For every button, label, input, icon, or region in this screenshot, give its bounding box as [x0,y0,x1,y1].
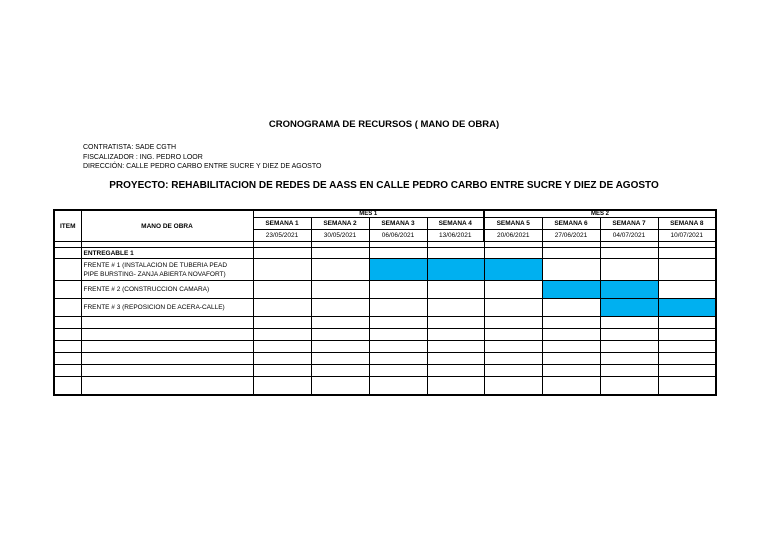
scheduled-cell [484,259,542,281]
item-header: ITEM [54,210,81,242]
week-cell [253,248,311,259]
week-cell [484,377,542,395]
contract-info [83,143,321,172]
week-cell [484,281,542,299]
week-cell [253,329,311,341]
week-cell [369,281,427,299]
week-cell [542,259,600,281]
week-cell [427,365,484,377]
week-cell [600,259,658,281]
week-cell [542,341,600,353]
week-cell [311,341,369,353]
contractor-line: CONTRATISTA: SADE CGTH [83,144,177,151]
week-cell [542,329,600,341]
month-header-row [54,210,716,218]
week-cell [600,353,658,365]
table-row [54,365,716,377]
scheduled-cell [369,259,427,281]
schedule-table [53,209,717,396]
week-cell [427,353,484,365]
scheduled-cell [600,299,658,317]
frente-2-label: FRENTE # 2 (CONSTRUCCION CAMARA) [81,281,253,299]
week-header: SEMANA 5 [484,218,542,230]
week-cell [311,317,369,329]
week-cell [253,365,311,377]
week-cell [542,317,600,329]
week-header: SEMANA 7 [600,218,658,230]
item-cell [54,248,81,259]
week-cell [542,299,600,317]
week-cell [427,281,484,299]
labor-cell [81,329,253,341]
week-cell [427,248,484,259]
frente-1-label [81,259,253,281]
table-row [54,281,716,299]
labor-cell [81,353,253,365]
page-title: CRONOGRAMA DE RECURSOS ( MANO DE OBRA) [268,119,500,130]
week-cell [369,377,427,395]
week-cell [253,259,311,281]
item-cell [54,299,81,317]
week-cell [427,317,484,329]
week-cell [542,365,600,377]
table-row [54,377,716,395]
week-cell [484,299,542,317]
week-header: SEMANA 4 [427,218,484,230]
table-row [54,299,716,317]
week-cell [253,281,311,299]
scheduled-cell [600,281,658,299]
item-cell [54,353,81,365]
week-cell [253,299,311,317]
week-header: SEMANA 8 [658,218,716,230]
week-cell [253,341,311,353]
week-cell [600,341,658,353]
week-date: 27/06/2021 [542,230,600,242]
week-cell [427,299,484,317]
week-cell [369,353,427,365]
week-cell [484,365,542,377]
week-cell [658,341,716,353]
labor-cell [81,317,253,329]
week-cell [658,329,716,341]
week-cell [658,377,716,395]
item-cell [54,377,81,395]
week-cell [658,281,716,299]
week-cell [484,329,542,341]
week-cell [600,377,658,395]
week-cell [600,317,658,329]
week-cell [369,248,427,259]
week-cell [253,377,311,395]
week-cell [600,248,658,259]
week-cell [600,365,658,377]
week-cell [427,341,484,353]
week-date: 23/05/2021 [253,230,311,242]
week-cell [311,377,369,395]
scheduled-cell [542,281,600,299]
labor-cell [81,341,253,353]
table-row [54,317,716,329]
address-line: DIRECCIÓN: CALLE PEDRO CARBO ENTRE SUCRE Y DIEZ DE AGOSTO [83,163,322,170]
week-cell [369,329,427,341]
frente-3-label: FRENTE # 3 (REPOSICION DE ACERA-CALLE) [81,299,253,317]
item-cell [54,329,81,341]
week-cell [658,353,716,365]
week-cell [311,299,369,317]
scheduled-cell [658,299,716,317]
item-cell [54,317,81,329]
week-cell [658,317,716,329]
week-cell [658,248,716,259]
week-cell [369,317,427,329]
week-cell [311,353,369,365]
week-date: 20/06/2021 [484,230,542,242]
week-cell [484,317,542,329]
week-cell [427,377,484,395]
week-cell [484,353,542,365]
week-cell [253,353,311,365]
week-cell [311,259,369,281]
frente-1-line-2: PIPE BURSTING- ZANJA ABIERTA NOVAFORT) [83,270,226,278]
week-header: SEMANA 2 [311,218,369,230]
week-date: 30/05/2021 [311,230,369,242]
week-cell [311,365,369,377]
week-header: SEMANA 3 [369,218,427,230]
item-cell [54,259,81,281]
week-cell [427,329,484,341]
week-cell [542,353,600,365]
item-cell [54,365,81,377]
table-row [54,353,716,365]
labor-cell [81,377,253,395]
table-row [54,259,716,281]
week-date: 04/07/2021 [600,230,658,242]
frente-1-line-1: FRENTE # 1 (INSTALACION DE TUBERIA PEAD [83,261,228,269]
week-cell [484,341,542,353]
week-cell [542,377,600,395]
week-date: 13/06/2021 [427,230,484,242]
labor-header: MANO DE OBRA [81,210,253,242]
week-header: SEMANA 6 [542,218,600,230]
week-cell [600,329,658,341]
week-cell [311,329,369,341]
item-cell [54,281,81,299]
week-cell [369,299,427,317]
week-header: SEMANA 1 [253,218,311,230]
week-date: 10/07/2021 [658,230,716,242]
scheduled-cell [427,259,484,281]
week-date: 06/06/2021 [369,230,427,242]
week-cell [484,248,542,259]
week-cell [542,248,600,259]
week-cell [658,259,716,281]
project-title: PROYECTO: REHABILITACION DE REDES DE AASS EN CALLE PEDRO CARBO ENTRE SUCRE Y DIEZ DE AGOSTO [109,180,659,191]
week-cell [369,365,427,377]
labor-cell [81,365,253,377]
table-row [54,329,716,341]
week-cell [369,341,427,353]
week-cell [311,248,369,259]
deliverable-label: ENTREGABLE 1 [81,248,253,259]
week-cell [658,365,716,377]
week-cell [311,281,369,299]
supervisor-line: FISCALIZADOR : ING. PEDRO LOOR [83,153,203,161]
week-cell [253,317,311,329]
month-2-header: MES 2 [484,210,716,218]
month-1-header: MES 1 [253,210,484,218]
table-row [54,248,716,259]
table-row [54,341,716,353]
item-cell [54,341,81,353]
